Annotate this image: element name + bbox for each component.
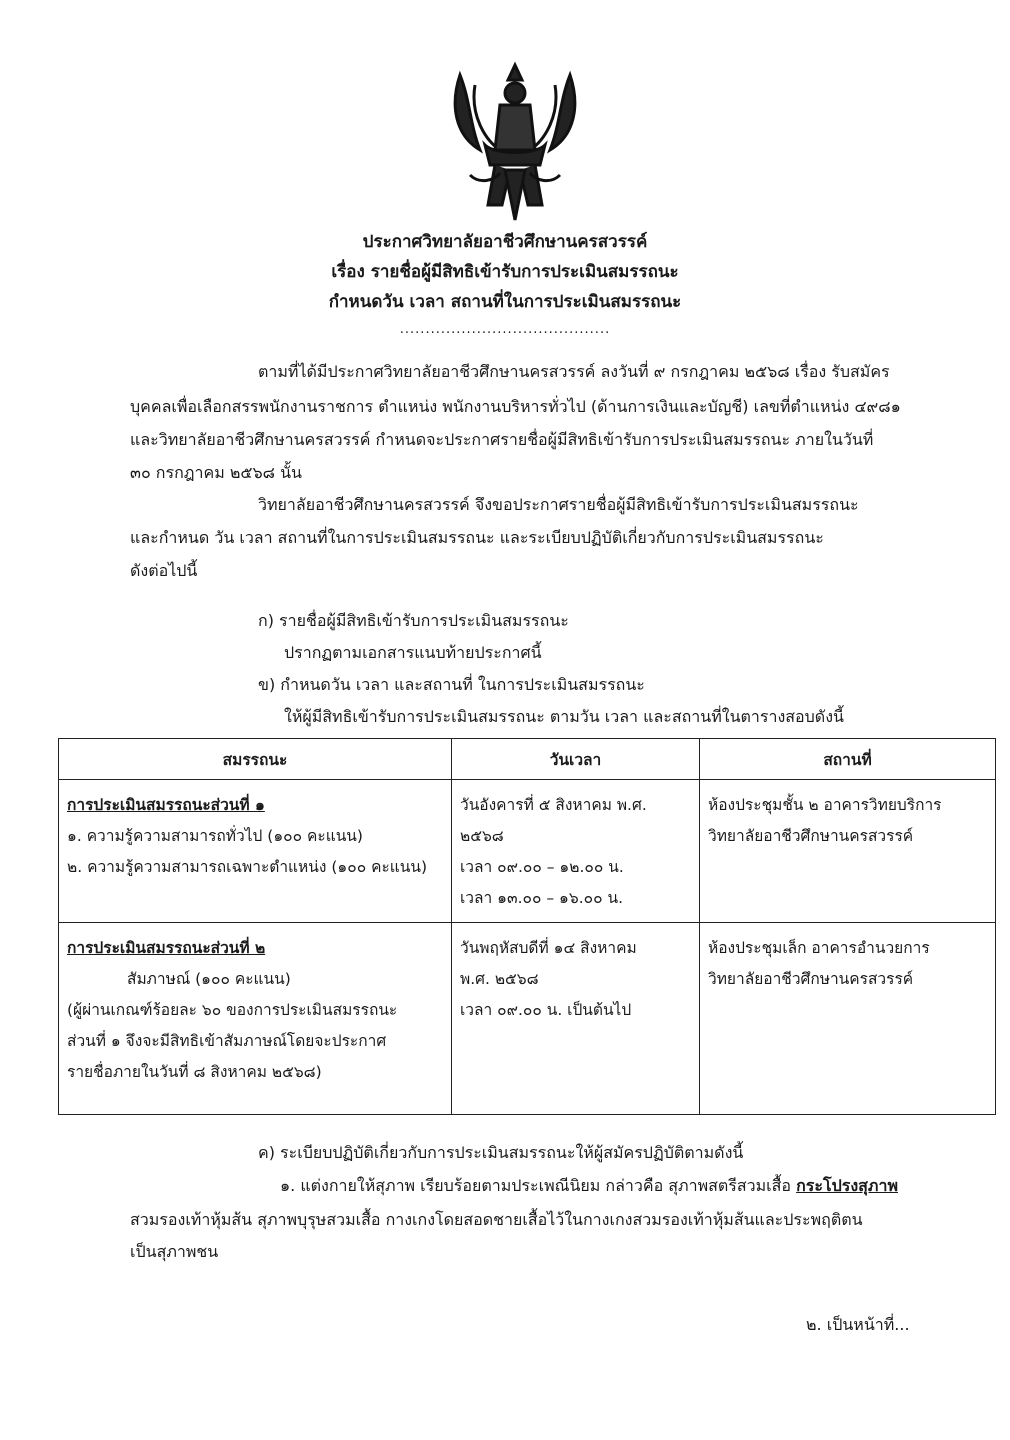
row1-competency bbox=[59, 780, 452, 923]
table-header-row bbox=[59, 739, 996, 780]
row2-note2: ส่วนที่ ๑ จึงจะมีสิทธิเข้าสัมภาษณ์โดยจะประกาศ bbox=[67, 1032, 387, 1050]
intro-p2-line2: และกำหนด วัน เวลา สถานที่ในการประเมินสมรรถนะ และระเบียบปฏิบัติเกี่ยวกับการประเมินสมรรถนะ bbox=[130, 528, 824, 547]
row2-place1: ห้องประชุมเล็ก อาคารอำนวยการ bbox=[708, 939, 930, 957]
row1-location bbox=[700, 780, 996, 923]
row1-time1: เวลา ๐๙.๐๐ – ๑๒.๐๐ น. bbox=[460, 858, 624, 876]
announcement-subtitle: กำหนดวัน เวลา สถานที่ในการประเมินสมรรถนะ bbox=[328, 292, 682, 312]
garuda-emblem-icon bbox=[440, 55, 590, 225]
row2-datetime bbox=[452, 923, 700, 1115]
intro-p1-line2: บุคคลเพื่อเลือกสรรพนักงานราชการ ตำแหน่ง พนักงานบริหารทั่วไป (ด้านการเงินและบัญชี) เลขที่ตำแหน่ง ๔๙๘๑ bbox=[130, 397, 901, 416]
intro-p2-line1: วิทยาลัยอาชีวศึกษานครสวรรค์ จึงขอประกาศรายชื่อผู้มีสิทธิเข้ารับการประเมินสมรรถนะ bbox=[258, 495, 859, 514]
row2-competency bbox=[59, 923, 452, 1115]
row2-time1: เวลา ๐๙.๐๐ น. เป็นต้นไป bbox=[460, 1001, 632, 1019]
row1-title: การประเมินสมรรถนะส่วนที่ ๑ bbox=[67, 796, 265, 814]
row1-item1: ๑. ความรู้ความสามารถทั่วไป (๑๐๐ คะแนน) bbox=[67, 827, 363, 845]
row1-time2: เวลา ๑๓.๐๐ – ๑๖.๐๐ น. bbox=[460, 889, 623, 907]
section-c-title: ค) ระเบียบปฏิบัติเกี่ยวกับการประเมินสมรรถนะให้ผู้สมัครปฏิบัติตามดังนี้ bbox=[258, 1143, 744, 1162]
row2-location bbox=[700, 923, 996, 1115]
rule1-line1 bbox=[280, 1175, 898, 1197]
intro-p1-line1: ตามที่ได้มีประกาศวิทยาลัยอาชีวศึกษานครสวรรค์ ลงวันที่ ๙ กรกฎาคม ๒๕๖๘ เรื่อง รับสมัคร bbox=[258, 362, 890, 381]
row1-date: วันอังคารที่ ๕ สิงหาคม พ.ศ. ๒๕๖๘ bbox=[460, 796, 647, 845]
row2-place2: วิทยาลัยอาชีวศึกษานครสวรรค์ bbox=[708, 970, 914, 988]
row2-note3: รายชื่อภายในวันที่ ๘ สิงหาคม ๒๕๖๘) bbox=[67, 1063, 322, 1081]
row2-item1: สัมภาษณ์ (๑๐๐ คะแนน) bbox=[127, 970, 291, 988]
intro-p1-line3: และวิทยาลัยอาชีวศึกษานครสวรรค์ กำหนดจะประกาศรายชื่อผู้มีสิทธิเข้ารับการประเมินสมรรถนะ ภายในวันที่ bbox=[130, 430, 874, 449]
intro-p2-line3: ดังต่อไปนี้ bbox=[130, 561, 198, 580]
rule1-line2: สวมรองเท้าหุ้มส้น สุภาพบุรุษสวมเสื้อ กางเกงโดยสอดชายเสื้อไว้ในกางเกงสวมรองเท้าหุ้มส้นและประพฤติตน bbox=[130, 1210, 863, 1229]
header-datetime: วันเวลา bbox=[452, 739, 700, 780]
rule1-text: ๑. แต่งกายให้สุภาพ เรียบร้อยตามประเพณีนิยม กล่าวคือ สุภาพสตรีสวมเสื้อ bbox=[280, 1176, 797, 1195]
intro-p1-line4: ๓๐ กรกฎาคม ๒๕๖๘ นั้น bbox=[130, 463, 302, 482]
rule1-line3: เป็นสุภาพชน bbox=[130, 1242, 219, 1261]
exam-schedule-table bbox=[58, 738, 996, 1115]
section-b-detail: ให้ผู้มีสิทธิเข้ารับการประเมินสมรรถนะ ตามวัน เวลา และสถานที่ในตารางสอบดังนี้ bbox=[284, 707, 844, 726]
row1-item2: ๒. ความรู้ความสามารถเฉพาะตำแหน่ง (๑๐๐ คะแนน) bbox=[67, 858, 428, 876]
header-location: สถานที่ bbox=[700, 739, 996, 780]
announcement-subject: เรื่อง รายชื่อผู้มีสิทธิเข้ารับการประเมินสมรรถนะ bbox=[331, 262, 679, 282]
separator-dots: ......................................... bbox=[399, 322, 611, 337]
table-row bbox=[59, 780, 996, 923]
row1-datetime bbox=[452, 780, 700, 923]
row1-place1: ห้องประชุมชั้น ๒ อาคารวิทยบริการ bbox=[708, 796, 942, 814]
table-row bbox=[59, 923, 996, 1115]
row2-date2: พ.ศ. ๒๕๖๘ bbox=[460, 970, 539, 988]
announcement-title: ประกาศวิทยาลัยอาชีวศึกษานครสวรรค์ bbox=[362, 232, 648, 252]
rule1-emphasis: กระโปรงสุภาพ bbox=[796, 1176, 898, 1195]
section-a-detail: ปรากฏตามเอกสารแนบท้ายประกาศนี้ bbox=[284, 643, 542, 662]
section-a-title: ก) รายชื่อผู้มีสิทธิเข้ารับการประเมินสมรรถนะ bbox=[258, 611, 569, 630]
row2-title: การประเมินสมรรถนะส่วนที่ ๒ bbox=[67, 939, 266, 957]
next-page-note: ๒. เป็นหน้าที่... bbox=[806, 1315, 910, 1334]
header-competency: สมรรถนะ bbox=[59, 739, 452, 780]
row2-note1: (ผู้ผ่านเกณฑ์ร้อยละ ๖๐ ของการประเมินสมรรถนะ bbox=[67, 1001, 398, 1019]
row1-place2: วิทยาลัยอาชีวศึกษานครสวรรค์ bbox=[708, 827, 914, 845]
section-b-title: ข) กำหนดวัน เวลา และสถานที่ ในการประเมินสมรรถนะ bbox=[258, 675, 645, 694]
row2-date1: วันพฤหัสบดีที่ ๑๔ สิงหาคม bbox=[460, 939, 637, 957]
